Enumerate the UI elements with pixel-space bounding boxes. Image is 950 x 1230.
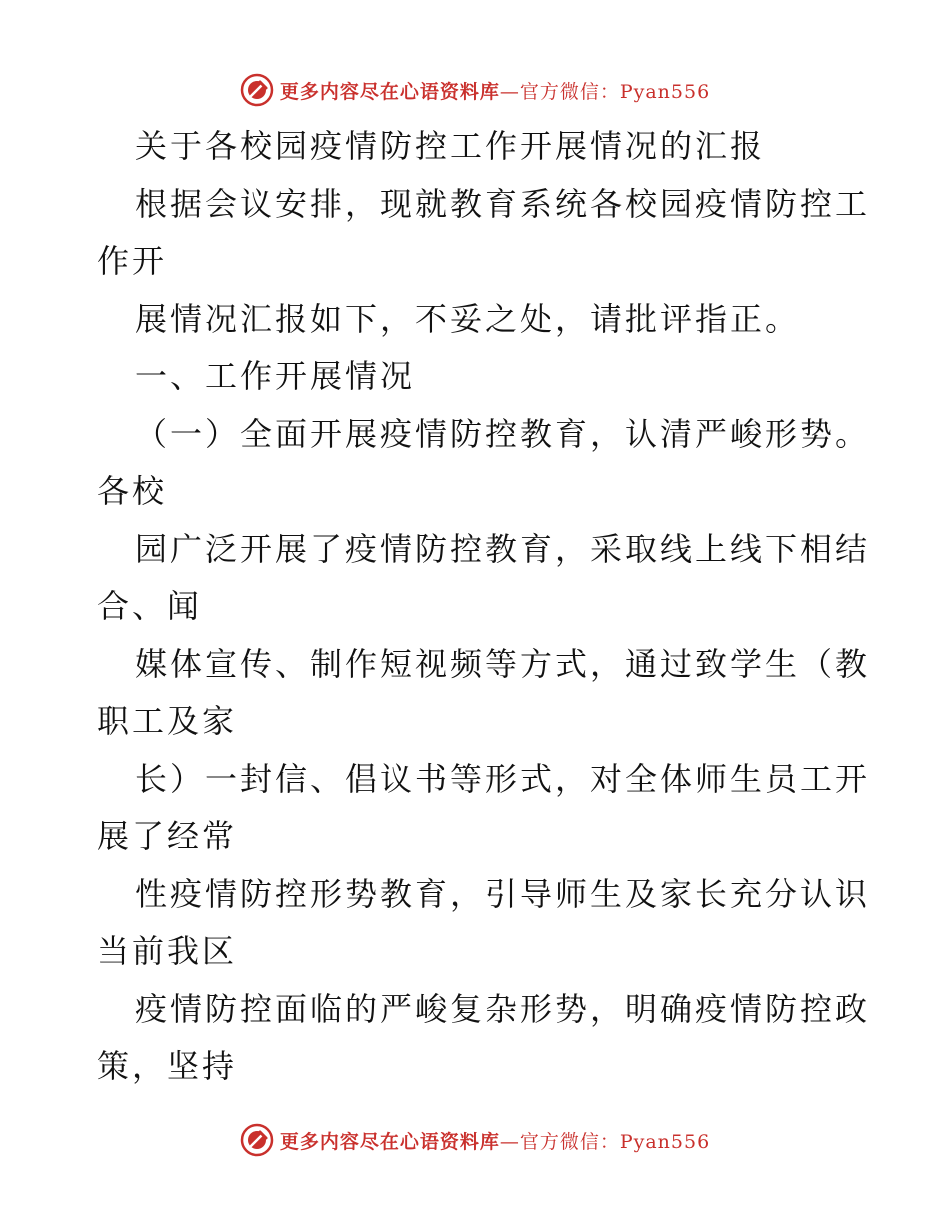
paragraph-line: 性疫情防控形势教育，引导师生及家长充分认识 xyxy=(135,874,871,913)
watermark-text: 更多内容尽在心语资料库 xyxy=(279,80,500,103)
watermark-contact: —官方微信：Pyan556 xyxy=(499,80,711,103)
paragraph-line: 策，坚持 xyxy=(97,1047,238,1085)
paragraph-line: 根据会议安排，现就教育系统各校园疫情防控工 xyxy=(135,184,871,223)
paragraph-line: 合、闻 xyxy=(97,587,203,625)
paragraph-line: 作开 xyxy=(97,242,168,280)
paragraph-line: 职工及家 xyxy=(97,702,238,740)
paragraph-line: 当前我区 xyxy=(97,932,238,970)
document-body xyxy=(97,118,871,1096)
watermark-contact: —官方微信：Pyan556 xyxy=(499,1130,711,1153)
paragraph-line: 展情况汇报如下，不妥之处，请批评指正。 xyxy=(135,299,801,338)
footer-watermark xyxy=(0,1120,950,1160)
seal-logo-icon xyxy=(240,1123,274,1157)
document-title: 关于各校园疫情防控工作开展情况的汇报 xyxy=(135,127,766,165)
paragraph-line: 长）一封信、倡议书等形式，对全体师生员工开 xyxy=(135,759,871,798)
watermark-text: 更多内容尽在心语资料库 xyxy=(279,1130,500,1153)
paragraph-line: 展了经常 xyxy=(97,817,238,855)
seal-logo-icon xyxy=(240,73,274,107)
paragraph-line: 媒体宣传、制作短视频等方式，通过致学生（教 xyxy=(135,644,871,683)
paragraph-line: 园广泛开展了疫情防控教育，采取线上线下相结 xyxy=(135,529,871,568)
header-watermark xyxy=(0,70,950,110)
paragraph-line: 各校 xyxy=(97,472,168,510)
paragraph-line: 疫情防控面临的严峻复杂形势，明确疫情防控政 xyxy=(135,989,871,1028)
subsection-heading: （一）全面开展疫情防控教育，认清严峻形势。 xyxy=(135,414,871,453)
section-heading: 一、工作开展情况 xyxy=(135,357,416,395)
